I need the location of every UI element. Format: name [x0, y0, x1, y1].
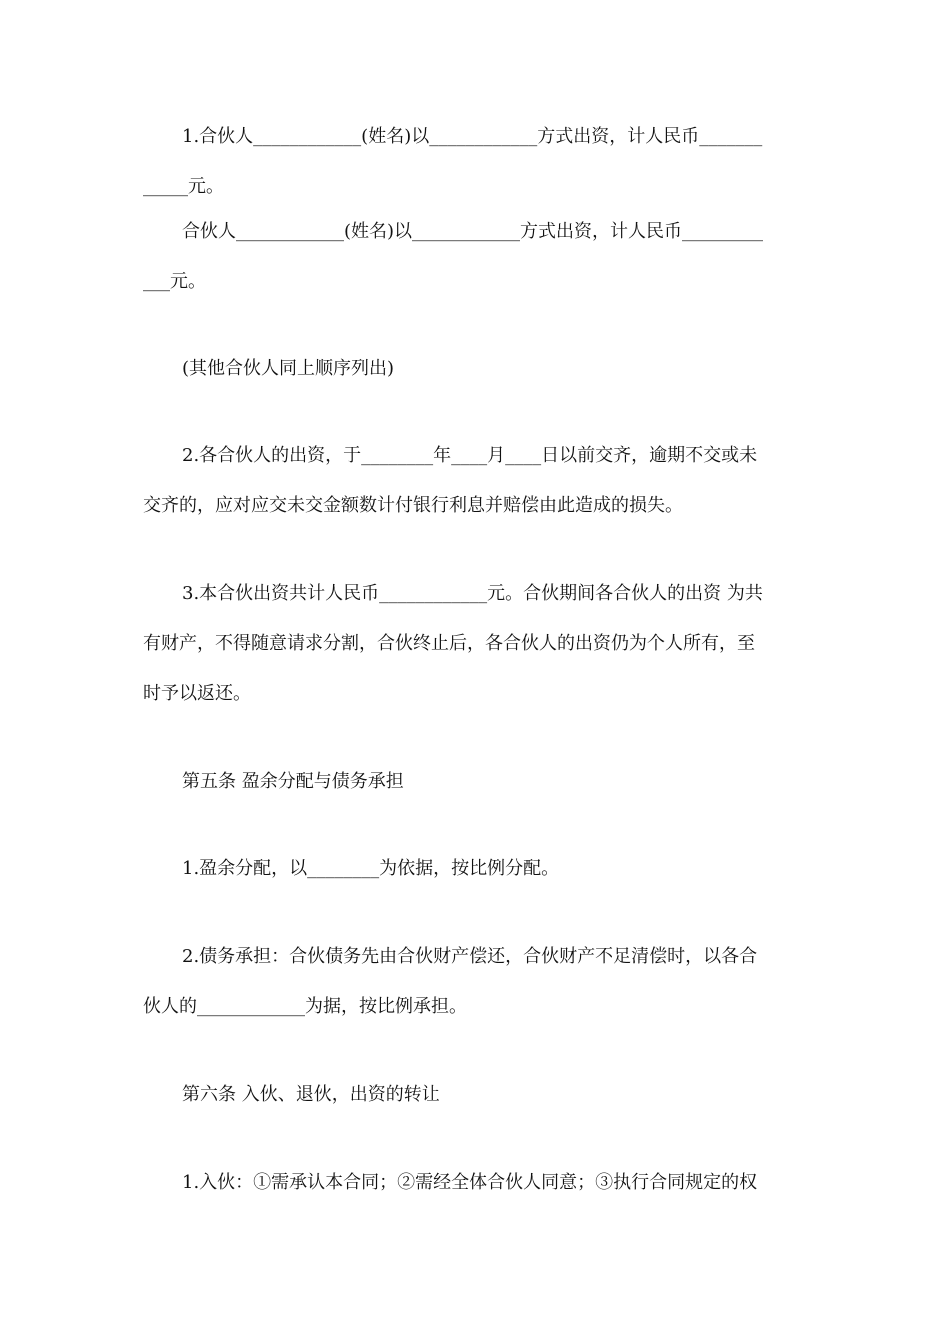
- article-5-item-2-line-2: 伙人的____________为据，按比例承担。: [143, 996, 467, 1017]
- article-6-item-1-line-1: 1.入伙：①需承认本合同；②需经全体合伙人同意；③执行合同规定的权: [182, 1172, 758, 1193]
- clause-4-item-3-line-3: 时予以返还。: [143, 683, 251, 704]
- clause-4-note: (其他合伙人同上顺序列出): [182, 358, 395, 379]
- clause-4-item-1b-line-1: 合伙人____________(姓名)以____________方式出资，计人民币_________: [182, 221, 764, 242]
- clause-4-item-3-line-1: 3.本合伙出资共计人民币____________元。合伙期间各合伙人的出资 为共: [182, 583, 763, 604]
- clause-4-item-2-line-1: 2.各合伙人的出资，于________年____月____日以前交齐，逾期不交或未: [182, 445, 758, 466]
- clause-4-item-2-line-2: 交齐的，应对应交未交金额数计付银行利息并赔偿由此造成的损失。: [143, 495, 683, 516]
- article-5-item-1: 1.盈余分配，以________为依据，按比例分配。: [182, 858, 560, 879]
- article-5-item-2-line-1: 2.债务承担：合伙债务先由合伙财产偿还，合伙财产不足清偿时，以各合: [182, 946, 758, 967]
- article-6-heading: 第六条 入伙、退伙，出资的转让: [182, 1084, 440, 1105]
- clause-4-item-1b-line-2: ___元。: [143, 271, 206, 292]
- clause-4-item-1-line-2: _____元。: [143, 176, 224, 197]
- article-5-heading: 第五条 盈余分配与债务承担: [182, 771, 404, 792]
- clause-4-item-1-line-1: 1.合伙人____________(姓名)以____________方式出资，计人民币_______: [182, 126, 763, 147]
- clause-4-item-3-line-2: 有财产，不得随意请求分割，合伙终止后，各合伙人的出资仍为个人所有，至: [143, 633, 755, 654]
